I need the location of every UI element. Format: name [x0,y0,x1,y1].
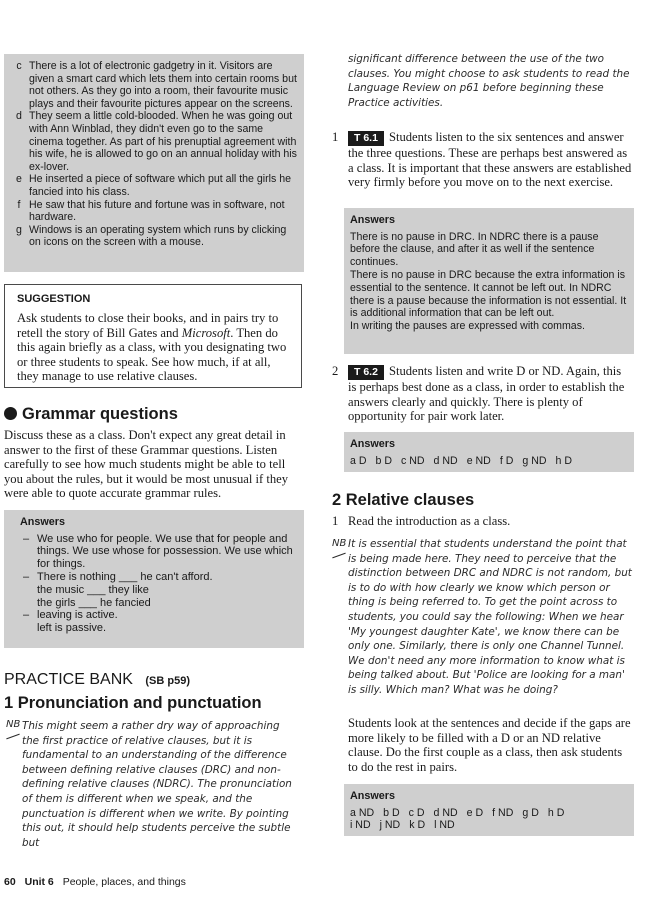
suggestion-text: Ask students to close their books, and in pairs try to retell the story of Bill Gates and Microsoft. Then do this again briefly as a class, with you designating two or three students to speak. See how much, if at all, they manage to use relative clauses. [17,311,287,384]
answer-item: l ND [434,819,455,832]
list-item [12,173,298,198]
unit-label: Unit 6 [24,876,54,888]
answer-item: j ND [379,819,401,832]
answer-item: e ND [466,454,491,467]
answer-line-marker: – [22,570,30,583]
list-item-marker: d [16,110,22,123]
list-item-text: He saw that his future and fortune was in software, not hardware. [29,198,285,224]
relative-clauses-para: Students look at the sentences and decide if the gaps are more likely to be filled with a D or an ND relative clause. Do the first couple as a class, then ask students to do the rest in pairs. [348,716,631,774]
suggestion-heading: SUGGESTION [17,293,91,305]
track-6-1-badge: T 6.1 [348,131,384,146]
answers-3-row-2 [350,819,628,832]
relative-clauses-note: It is essential that students understand the point that is being made here. They need to perceive that the distinction between DRC and NDRC is not random, but is to do with how clearly we know which person or thing is being referred to. To get the point across to students, you could say the following: When we hear 'My youngest daughter Kate', we know there can be only one. Similarly, there is only one Channel Tunnel. We don't need any more information to know what is being talked about. But 'Police are looking for a man' is silly. Which man? What was he doing? [348,538,632,696]
answer-item: g ND [522,454,547,467]
answers-2-box [344,432,634,472]
list-item-text: There is a lot of electronic gadgetry in it. Visitors are given a smart card which lets them into certain rooms but not others. As they go into a room, their favourite music plays and their favourite pictures appear on the screens. [29,60,297,110]
suggestion-box [4,284,302,388]
nb-mark-2: NB [332,538,347,549]
item-2-number: 2 [332,364,339,378]
nb-stroke [6,734,19,740]
answer-item: e D [466,806,484,819]
practice-bank-heading: PRACTICE BANK (SB p59) [4,671,190,688]
answer-item: c ND [401,454,425,467]
answer-item: d ND [433,806,458,819]
answer-line [20,571,298,584]
grammar-answers-list [20,533,298,635]
track-6-2-badge: T 6.2 [348,365,384,380]
list-item-marker: e [16,173,22,186]
item-1-number: 1 [332,130,339,144]
answers-3-box [344,784,634,836]
answer-item: f D [499,454,514,467]
grammar-questions-text: Discuss these as a class. Don't expect any great detail in answer to the first of these Grammar questions. Listen carefully to see how much students might be able to tell you about the rules, but it would be most unusual if they were able to quote accurate grammar rules. [4,428,289,501]
answers-3-heading: Answers [350,790,396,802]
rel-item-number: 1 [332,514,339,528]
answer-item: b D [383,806,400,819]
page-number: 60 [4,876,16,888]
answer-line-text: leaving is active. [37,609,118,622]
answer-item: g D [522,806,539,819]
bullet-icon [4,407,17,420]
answer-item: b D [375,454,392,467]
list-item-marker: f [17,198,21,211]
pronunciation-note: This might seem a rather dry way of approaching the first practice of relative clauses, but it is fundamental to an understanding of the difference between defining relative clauses (DRC) and non-defining relative clauses (NDRC). The pronunciation of them is different when we speak, and the punctuation is different when we write. By pointing this out, it should help students perceive the subtle but [22,720,292,849]
nb-stroke-2 [332,553,345,559]
continued-note: significant difference between the use of the two clauses. You might choose to ask students to read the Language Review on p61 before beginning these Practice activities. [348,53,630,109]
answer-line-marker: – [22,609,30,622]
list-item [12,60,298,110]
story-answers-box [4,54,304,272]
answer-line [20,533,298,571]
answer-item: h D [555,454,573,467]
answer-item: a ND [350,806,375,819]
answer-line-text: We use who for people. We use that for people and things. We use whose for possession. We use which for things. [37,532,293,571]
answer-item: a D [350,454,367,467]
list-item-marker: c [16,60,22,72]
grammar-answers-heading: Answers [20,516,66,528]
pronunciation-heading: 1 Pronunciation and punctuation [4,694,262,712]
answers-1-text [350,231,628,333]
page-footer [4,876,186,888]
item-1-text: T 6.1 Students listen to the six sentences and answer the three questions. These are perhaps best answered as a class. It is important that these answers are established very firmly before you move on to the next exercise. [348,130,632,190]
answers-3-row-1 [350,807,628,820]
list-item [12,224,298,249]
relative-clauses-heading: 2 Relative clauses [332,491,475,509]
nb-mark: NB [6,719,21,730]
answer-line: There is no pause in DRC because the extra information is essential to the sentence. It cannot be left out. In NDRC there is a pause because the information is not essential. It is additional information that can be left out. [350,268,627,320]
list-item [12,199,298,224]
answers-1-box [344,208,634,354]
answer-line [20,622,298,635]
rel-item-text: Read the introduction as a class. [348,514,511,528]
unit-title: People, places, and things [62,876,186,888]
list-item-text: He inserted a piece of software which put all the girls he fancied into his class. [29,173,292,198]
list-item-marker: g [16,223,22,236]
answer-line-text: There is nothing ___ he can't afford. [37,570,213,583]
answer-line-text: left is passive. [37,622,107,635]
answer-line-text: the music ___ they like [37,583,149,596]
grammar-questions-heading: Grammar questions [4,404,178,424]
answer-item: k D [409,819,426,832]
answer-line [20,609,298,622]
answer-line [20,584,298,597]
answers-1-heading: Answers [350,214,396,226]
list-item-text: Windows is an operating system which runs by clicking on icons on the screen with a mouse. [29,223,287,249]
answer-line-text: the girls ___ he fancied [37,596,151,609]
list-item-text: They seem a little cold-blooded. When he was going out with Ann Winblad, they didn't even go to the same cinema together. As part of his prenuptial agreement with his wife, he is allowed to go on an annual holiday with his ex-lover. [29,110,297,173]
answer-line: In writing the pauses are expressed with commas. [350,320,585,333]
answer-line [20,597,298,610]
item-2-text: T 6.2 Students listen and write D or ND. Again, this is perhaps best done as a class, in order to establish the answers clearly and quickly. There is plenty of opportunity for pair work later. [348,364,625,424]
list-item [12,110,298,173]
answer-line: There is no pause in DRC. In NDRC there is a pause before the clause, and after it as well if the sentence continues. [350,230,599,269]
answer-item: h D [547,806,565,819]
story-answers-list [12,60,298,249]
answer-item: i ND [350,819,371,832]
answer-item: f ND [492,806,514,819]
answer-item: d ND [433,454,458,467]
answers-2-row [350,455,628,468]
answers-2-heading: Answers [350,438,396,450]
answer-item: c D [408,806,425,819]
grammar-answers-box [4,510,304,648]
answer-line-marker: – [22,532,30,545]
